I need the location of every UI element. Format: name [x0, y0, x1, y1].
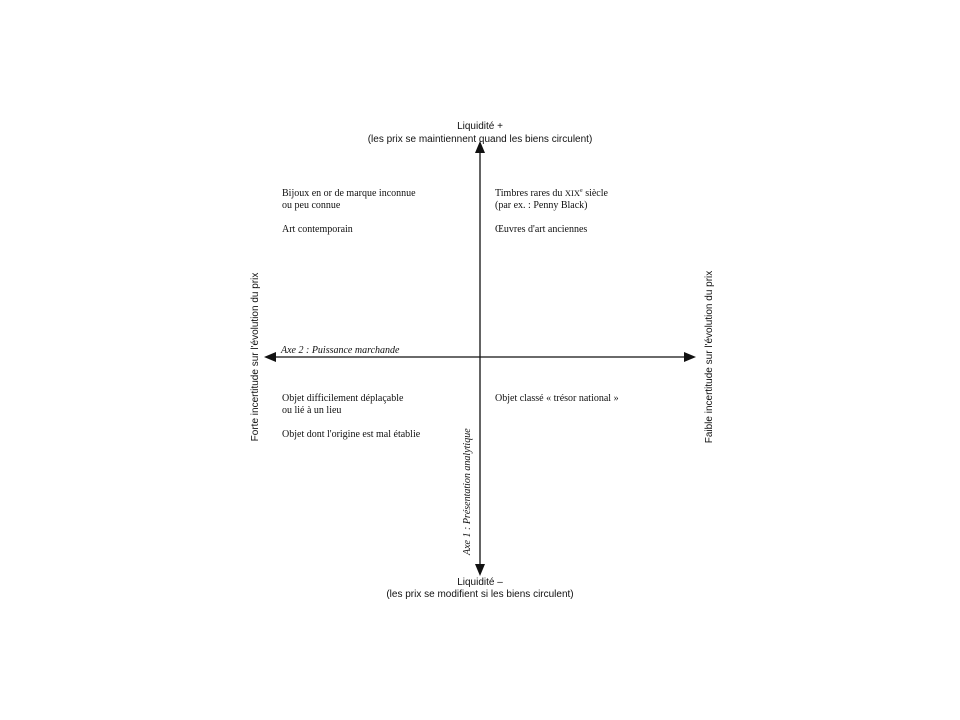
bottom-left-item-1-line-2: ou lié à un lieu — [282, 405, 342, 416]
top-left-item-1-line-2: ou peu connue — [282, 200, 341, 211]
top-right-item-1-century: XIX — [564, 188, 581, 198]
right-axis-label: Faible incertitude sur l'évolution du prix — [704, 270, 715, 444]
horizontal-axis-right-arrowhead — [684, 352, 696, 362]
bottom-right-item-1: Objet classé « trésor national » — [495, 393, 619, 404]
top-axis-title: Liquidité + — [457, 121, 503, 132]
top-left-item-2: Art contemporain — [282, 224, 353, 235]
bottom-axis-subtitle: (les prix se modifient si les biens circulent) — [386, 589, 574, 600]
top-right-item-1-line-1 — [495, 188, 609, 199]
horizontal-axis-name: Axe 2 : Puissance marchande — [281, 345, 400, 356]
top-right-item-2: Œuvres d'art anciennes — [495, 224, 588, 235]
bottom-left-item-2: Objet dont l'origine est mal établie — [282, 429, 421, 440]
top-right-item-1-superscript: e — [580, 188, 583, 194]
bottom-axis-title: Liquidité – — [457, 577, 503, 588]
horizontal-axis-left-arrowhead — [264, 352, 276, 362]
top-right-item-1-pre: Timbres rares du — [495, 188, 565, 199]
vertical-axis-bottom-arrowhead — [475, 564, 485, 576]
bottom-left-item-1-line-1: Objet difficilement déplaçable — [282, 393, 404, 404]
top-left-item-1-line-1: Bijoux en or de marque inconnue — [282, 188, 416, 199]
top-right-item-1-post: siècle — [582, 188, 608, 199]
top-axis-subtitle: (les prix se maintiennent quand les biens circulent) — [367, 134, 593, 145]
left-axis-label: Forte incertitude sur l'évolution du prix — [250, 272, 261, 442]
top-right-item-1-line-2: (par ex. : Penny Black) — [495, 200, 588, 211]
vertical-axis-name: Axe 1 : Présentation analytique — [462, 428, 473, 555]
